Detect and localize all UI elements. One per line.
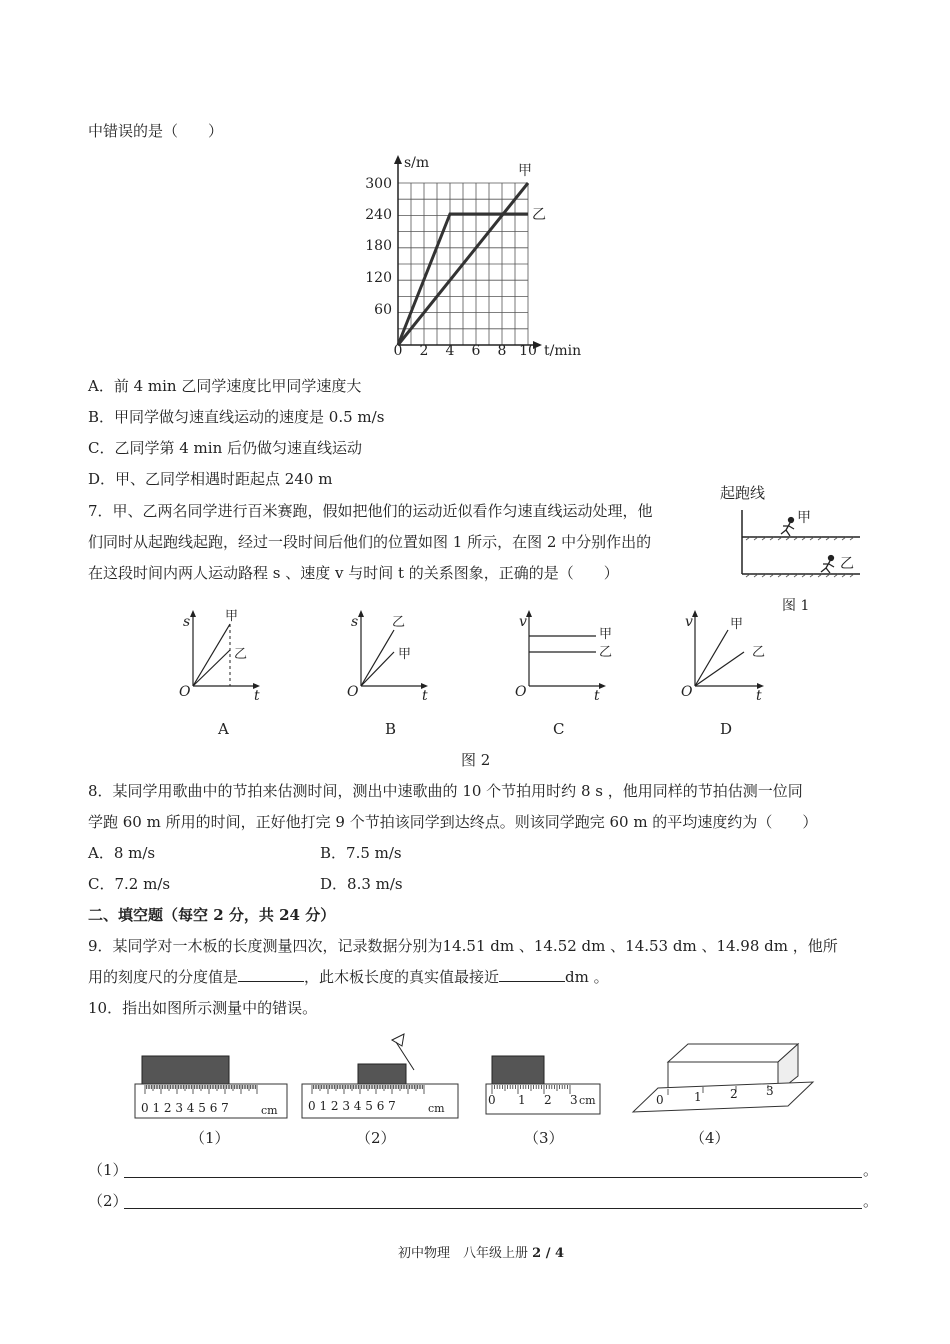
q8-stem-line: 8．某同学用歌曲中的节拍来估测时间，测出中速歌曲的 10 个节拍用时约 8 s ，他用同样的节拍估测一位同 — [88, 782, 803, 800]
q6-xtick: 10 — [519, 343, 537, 359]
q6-ylabel: s/m — [404, 155, 430, 171]
q10-caption-4: （4） — [690, 1129, 730, 1147]
svg-text:t: t — [594, 688, 600, 704]
q9-text-c: dm 。 — [565, 968, 609, 986]
q10-ruler-figure-1 — [125, 1048, 295, 1138]
svg-text:甲: 甲 — [730, 617, 744, 632]
svg-text:t: t — [254, 688, 260, 704]
q10-answer-1-end: 。 — [863, 1161, 879, 1179]
q8-stem-line: 学跑 60 m 所用的时间，正好他打完 9 个节拍该同学到达终点。则该同学跑完 60 m 的平均速度约为（ ） — [88, 813, 818, 831]
svg-text:v: v — [519, 614, 527, 630]
q7-figure-1 — [720, 482, 860, 612]
svg-text:0 1 2 3 4 5 6 7: 0 1 2 3 4 5 6 7 — [141, 1101, 229, 1115]
q8-option-d: D．8.3 m/s — [320, 875, 403, 893]
fig1-jia: 甲 — [797, 510, 811, 526]
q10-caption-3: （3） — [524, 1129, 564, 1147]
q6-xtick: 8 — [497, 343, 507, 359]
q6-ytick: 240 — [365, 207, 392, 223]
svg-text:O: O — [347, 684, 359, 700]
svg-text:cm: cm — [579, 1094, 596, 1107]
q7-graph-a — [178, 604, 278, 704]
q6-option-b: B．甲同学做匀速直线运动的速度是 0.5 m/s — [88, 408, 385, 426]
q7-stem-line: 在这段时间内两人运动路程 s 、速度 v 与时间 t 的关系图象，正确的是（ ） — [88, 564, 619, 582]
q6-ytick: 120 — [365, 270, 392, 286]
q10-answer-2-end: 。 — [863, 1192, 879, 1210]
q10-answer-2-line[interactable] — [124, 1208, 862, 1209]
footer-text: 初中物理 八年级上册 — [398, 1246, 529, 1261]
svg-text:cm: cm — [428, 1102, 445, 1115]
q8-option-a: A．8 m/s — [88, 844, 156, 862]
svg-text:v: v — [685, 614, 693, 630]
q7-graph-a-letter: A — [218, 720, 229, 738]
q7-graph-b — [346, 604, 446, 704]
svg-text:O: O — [179, 684, 191, 700]
fig1-caption: 图 1 — [782, 598, 810, 614]
svg-text:2: 2 — [730, 1087, 738, 1101]
line-jia — [695, 630, 728, 686]
q6-jia-label: 甲 — [518, 163, 532, 179]
svg-text:3: 3 — [766, 1084, 774, 1098]
svg-text:2: 2 — [544, 1093, 552, 1107]
q10-answer-1-line[interactable] — [124, 1177, 862, 1178]
svg-text:乙: 乙 — [392, 615, 406, 630]
q10-ruler-figure-3 — [480, 1052, 610, 1132]
q6-option-c: C．乙同学第 4 min 后仍做匀速直线运动 — [88, 439, 363, 457]
svg-text:s: s — [351, 614, 359, 630]
line-yi — [695, 652, 744, 686]
q7-graph-c-letter: C — [553, 720, 565, 738]
q8-option-c: C．7.2 m/s — [88, 875, 171, 893]
svg-text:O: O — [681, 684, 693, 700]
page-footer — [398, 1244, 564, 1264]
wood-block — [668, 1044, 798, 1062]
runner-yi-icon — [821, 556, 834, 574]
q6-xtick: 2 — [419, 343, 429, 359]
q6-yi-label: 乙 — [532, 207, 546, 223]
svg-text:乙: 乙 — [599, 645, 613, 660]
q6-xtick: 4 — [445, 343, 455, 359]
svg-text:甲: 甲 — [398, 647, 412, 662]
section-heading: 二、填空题（每空 2 分，共 24 分） — [88, 906, 336, 924]
svg-text:0: 0 — [656, 1093, 664, 1107]
svg-text:0: 0 — [488, 1093, 496, 1107]
svg-text:乙: 乙 — [234, 647, 248, 662]
q9-blank-1[interactable] — [238, 967, 304, 982]
q6-xtick: 0 — [393, 343, 403, 359]
q10-caption-2: （2） — [356, 1129, 396, 1147]
q7-graph-d — [680, 604, 790, 704]
q7-stem-line: 7．甲、乙两名同学进行百米赛跑，假如把他们的运动近似看作匀速直线运动处理，他 — [88, 502, 653, 520]
q9-stem-line1: 9．某同学对一木板的长度测量四次，记录数据分别为14.51 dm 、14.52 dm 、14.53 dm 、14.98 dm ，他所 — [88, 937, 838, 955]
svg-text:O: O — [515, 684, 527, 700]
q9-text-b: ，此木板长度的真实值最接近 — [304, 968, 500, 986]
q7-graph-c — [514, 604, 624, 704]
q9-blank-2[interactable] — [499, 967, 565, 982]
svg-text:t: t — [422, 688, 428, 704]
q10-answer-1-label: （1） — [88, 1161, 128, 1179]
page-number: 2 / 4 — [532, 1246, 565, 1261]
q6-xlabel: t/min — [544, 343, 582, 359]
q6-st-graph — [360, 155, 600, 359]
runner-jia-icon — [781, 518, 794, 537]
q7-stem-line: 们同时从起跑线起跑，经过一段时间后他们的位置如图 1 所示，在图 2 中分别作出的 — [88, 533, 652, 551]
wood-block — [492, 1056, 544, 1084]
q6-ytick: 60 — [374, 302, 392, 318]
q7-graph-d-letter: D — [720, 720, 733, 738]
fig1-yi: 乙 — [840, 556, 854, 572]
wood-block — [358, 1064, 406, 1084]
svg-text:3: 3 — [570, 1093, 578, 1107]
q6-stem-tail: 中错误的是（ ） — [88, 122, 224, 140]
q10-answer-2-label: （2） — [88, 1192, 128, 1210]
svg-text:s: s — [183, 614, 191, 630]
q6-option-a: A．前 4 min 乙同学速度比甲同学速度大 — [88, 377, 362, 395]
fig2-caption: 图 2 — [461, 751, 491, 769]
q7-graph-b-letter: B — [385, 720, 397, 738]
svg-text:1: 1 — [694, 1090, 702, 1104]
svg-text:0 1 2 3 4 5 6 7: 0 1 2 3 4 5 6 7 — [308, 1099, 396, 1113]
q8-option-b: B．7.5 m/s — [320, 844, 402, 862]
q6-xtick: 6 — [471, 343, 481, 359]
q9-text-a: 用的刻度尺的分度值是 — [88, 968, 239, 986]
svg-text:甲: 甲 — [225, 609, 239, 624]
line-yi — [361, 630, 394, 686]
q10-ruler-figure-4 — [628, 1032, 818, 1122]
svg-text:甲: 甲 — [599, 627, 613, 642]
q6-option-d: D．甲、乙同学相遇时距起点 240 m — [88, 470, 333, 488]
q10-stem: 10．指出如图所示测量中的错误。 — [88, 999, 318, 1017]
svg-text:cm: cm — [261, 1104, 278, 1117]
svg-text:1: 1 — [518, 1093, 526, 1107]
q9-stem-line2 — [88, 967, 609, 987]
q6-ytick: 300 — [365, 176, 392, 192]
svg-text:t: t — [756, 688, 762, 704]
wood-block — [142, 1056, 229, 1084]
q6-ytick: 180 — [365, 238, 392, 254]
fig1-title: 起跑线 — [720, 484, 766, 502]
svg-text:乙: 乙 — [752, 645, 766, 660]
q10-ruler-figure-2 — [296, 1030, 476, 1120]
q10-caption-1: （1） — [190, 1129, 230, 1147]
